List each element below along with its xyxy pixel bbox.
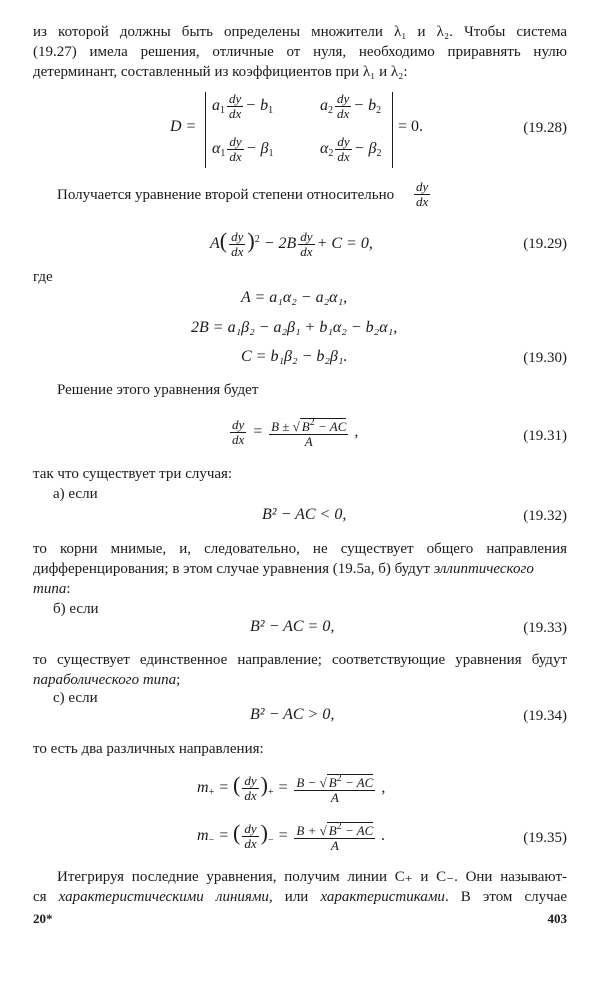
text-span: . В этом случае bbox=[444, 889, 568, 905]
equation-19-30-b: 2B = a₁β₂ − a₂β₁ + b₁α₂ − b₂α₁, bbox=[191, 319, 398, 336]
equation-m-minus: $m_-$ = ( $\frac{dy}{dx}$ )$_-$ = $\frac{B + √ B^2 - AC}{A}$ . bbox=[197, 820, 386, 853]
emphasis-text: эллиптического bbox=[433, 561, 534, 577]
text-line: где bbox=[33, 269, 53, 285]
equation-19-31: $\frac{dy}{dx}$ = $\frac{B \pm √ B^2 - AC}{A}$ , bbox=[232, 417, 359, 449]
equation-19-33: B² − AC = 0, bbox=[250, 618, 335, 635]
emphasis-text: характеристиками bbox=[320, 889, 445, 905]
equation-number: (19.30) bbox=[523, 350, 567, 366]
equation-number: (19.32) bbox=[523, 508, 567, 524]
text-line: детерминант, составленный из коэффициентов при λ₁ и λ₂: bbox=[33, 64, 408, 80]
text-line: типа: bbox=[33, 581, 71, 597]
text-line: Решение этого уравнения будет bbox=[57, 382, 259, 398]
dy-dx-fraction: $\frac{dy}{dx}$ bbox=[416, 179, 429, 209]
det-lhs: D = bbox=[170, 118, 197, 135]
text-line bbox=[33, 888, 567, 906]
det-cell-11: $a_1$ $\frac{dy}{dx}$ − $b_1$ bbox=[212, 91, 274, 121]
case-label: а) если bbox=[53, 486, 98, 502]
text-line bbox=[33, 560, 567, 578]
text-line: параболического типа; bbox=[33, 672, 181, 688]
equation-number: (19.34) bbox=[523, 708, 567, 724]
equation-number: (19.31) bbox=[523, 428, 567, 444]
det-cell-21: $\alpha_1$ $\frac{dy}{dx}$ − $\beta_1$ bbox=[212, 134, 274, 164]
equation-19-32: B² − AC < 0, bbox=[262, 506, 347, 523]
det-right-bar bbox=[392, 92, 393, 168]
page-number: 403 bbox=[547, 911, 567, 926]
text-span: , или bbox=[268, 889, 309, 905]
det-cell-12: $a_2$ $\frac{dy}{dx}$ − $b_2$ bbox=[320, 91, 382, 121]
text-span: ся bbox=[33, 889, 47, 905]
det-cell-22: $\alpha_2$ $\frac{dy}{dx}$ − $\beta_2$ bbox=[320, 134, 382, 164]
text-line: то есть два различных направления: bbox=[33, 741, 264, 757]
det-rhs: = 0. bbox=[398, 118, 424, 135]
equation-19-30-c: C = b₁β₂ − b₂β₁. bbox=[241, 348, 348, 365]
equation-19-29: A( $\frac{dy}{dx}$ )$^2$ − 2B $\frac{dy}{dx}$ + C = 0, bbox=[210, 228, 373, 259]
text-line: из которой должны быть определены множители λ₁ и λ₂. Чтобы система bbox=[33, 24, 567, 40]
equation-number: (19.28) bbox=[523, 120, 567, 136]
signature-mark: 20* bbox=[33, 911, 53, 926]
equation-number: (19.35) bbox=[523, 830, 567, 846]
emphasis-text: типа bbox=[33, 581, 67, 597]
equation-19-30-a: A = a₁α₂ − a₂α₁, bbox=[241, 289, 348, 306]
text-line: Итегрируя последние уравнения, получим линии C₊ и C₋. Они называют- bbox=[57, 869, 567, 885]
emphasis-text: параболического типа bbox=[33, 672, 177, 688]
det-left-bar bbox=[205, 92, 206, 168]
case-label: б) если bbox=[53, 601, 99, 617]
text-line: (19.27) имела решения, отличные от нуля, необходимо приравнять нулю bbox=[33, 44, 567, 60]
case-label: с) если bbox=[53, 690, 98, 706]
text-line: так что существует три случая: bbox=[33, 466, 233, 482]
text-line: Получается уравнение второй степени относительно bbox=[57, 187, 395, 203]
text-span: дифференцирования; в этом случае уравнения (19.5а, б) будут bbox=[33, 561, 430, 577]
equation-number: (19.33) bbox=[523, 620, 567, 636]
text-line: то существует единственное направление; соответствующие уравнения будут bbox=[33, 652, 567, 668]
equation-m-plus: $m_+$ = ( $\frac{dy}{dx}$ )$_+$ = $\frac{B - √ B^2 - AC}{A}$ , bbox=[197, 772, 386, 805]
equation-19-34: B² − AC > 0, bbox=[250, 706, 335, 723]
emphasis-text: характеристическими линиями bbox=[58, 889, 269, 905]
equation-number: (19.29) bbox=[523, 236, 567, 252]
text-line: то корни мнимые, и, следовательно, не существует общего направления bbox=[33, 541, 567, 557]
